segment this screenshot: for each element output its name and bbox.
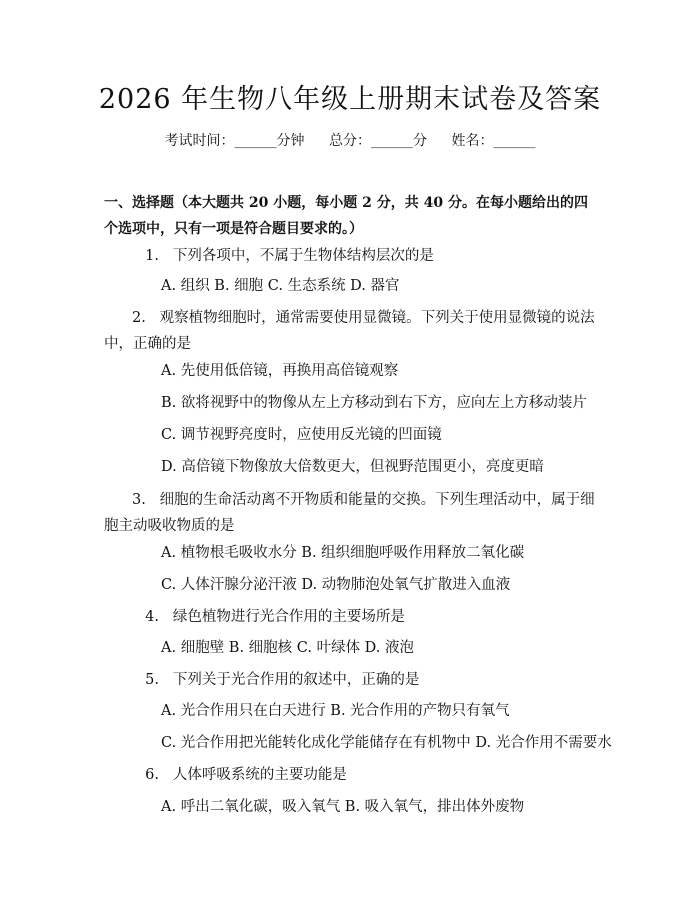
question-number: 5. [145,672,159,688]
question-text: 下列各项中，不属于生物体结构层次的是 [172,248,434,264]
question-number: 3. [132,492,146,508]
question-text: 观察植物细胞时，通常需要使用显微镜。下列关于使用显微镜的说法中，正确的是 [104,310,595,352]
question-number: 6. [145,767,159,783]
question-2-option-a: A. 先使用低倍镜，再换用高倍镜观察 [161,363,399,379]
section-heading: 一、选择题（本大题共 20 小题，每小题 2 分，共 40 分。在每小题给出的四个选项中，只有一项是符合题目要求的。） [104,195,588,237]
question-1 [104,245,600,267]
question-2 [104,305,600,357]
question-text: 下列关于光合作用的叙述中，正确的是 [172,672,420,688]
question-number: 2. [132,310,146,326]
question-2-option-c: C. 调节视野亮度时，应使用反光镜的凹面镜 [161,427,442,443]
question-text: 绿色植物进行光合作用的主要场所是 [172,609,405,625]
question-2-option-d: D. 高倍镜下物像放大倍数更大，但视野范围更小，亮度更暗 [161,459,544,475]
question-3 [104,487,600,539]
exam-meta [0,130,700,152]
student-name-field: 姓名：______ [451,133,536,149]
question-3-options-row-1: A. 植物根毛吸收水分 B. 组织细胞呼吸作用释放二氧化碳 [161,545,525,561]
question-text: 人体呼吸系统的主要功能是 [172,767,347,783]
question-4 [104,606,600,628]
question-number: 1. [145,248,159,264]
question-5-options-row-1: A. 光合作用只在白天进行 B. 光合作用的产物只有氧气 [161,703,510,719]
question-6-options: A. 呼出二氧化碳，吸入氧气 B. 吸入氧气，排出体外废物 [161,799,525,815]
total-score-field: 总分：______分 [329,133,427,149]
page-title: 2026 年生物八年级上册期末试卷及答案 [98,84,602,115]
question-5-options-row-2: C. 光合作用把光能转化成化学能储存在有机物中 D. 光合作用不需要水 [161,735,612,751]
exam-time-field: 考试时间：______分钟 [164,133,305,149]
question-3-options-row-2: C. 人体汗腺分泌汗液 D. 动物肺泡处氧气扩散进入血液 [161,577,511,593]
question-6 [104,764,600,786]
question-4-options: A. 细胞壁 B. 细胞核 C. 叶绿体 D. 液泡 [161,640,415,656]
question-2-option-b: B. 欲将视野中的物像从左上方移动到右下方，应向左上方移动装片 [161,395,587,411]
question-1-options: A. 组织 B. 细胞 C. 生态系统 D. 器官 [161,278,400,294]
question-5 [104,669,600,691]
question-number: 4. [145,609,159,625]
question-text: 细胞的生命活动离不开物质和能量的交换。下列生理活动中，属于细胞主动吸收物质的是 [104,492,595,534]
